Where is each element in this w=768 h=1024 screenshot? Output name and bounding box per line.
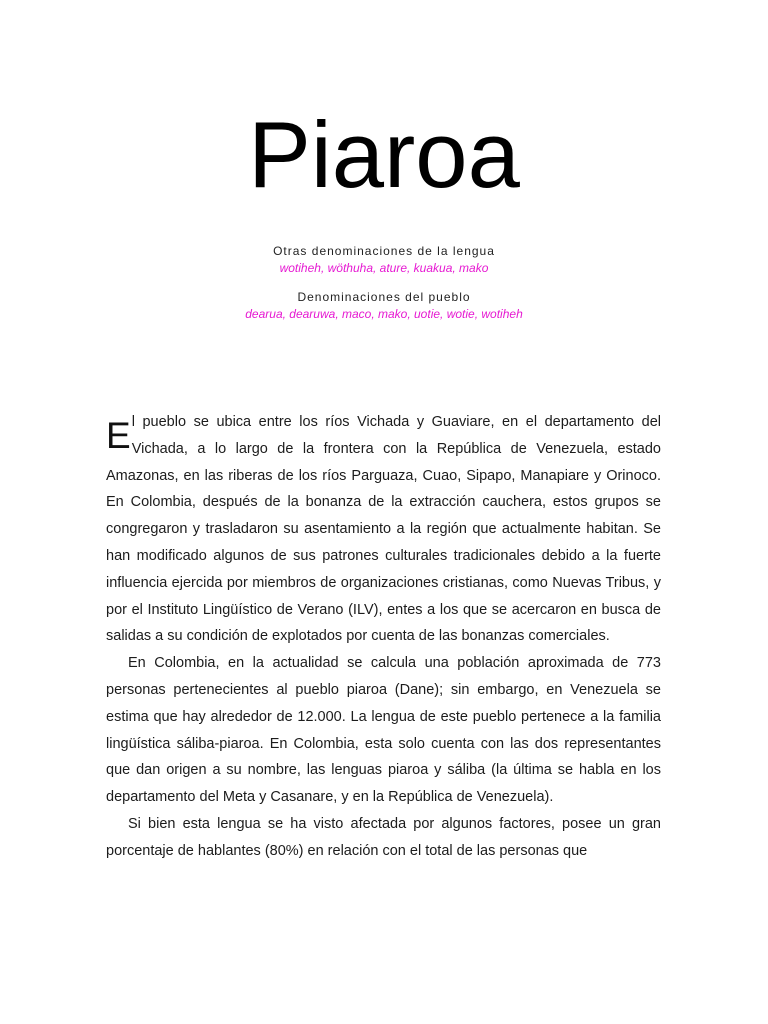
people-names-block xyxy=(0,289,768,323)
people-names-label: Denominaciones del pueblo xyxy=(297,290,471,304)
language-names-block xyxy=(0,243,768,277)
language-names-values: wotiheh, wöthuha, ature, kuakua, mako xyxy=(279,261,489,275)
language-names-label: Otras denominaciones de la lengua xyxy=(273,244,495,258)
drop-cap: E xyxy=(106,415,131,456)
paragraph-1 xyxy=(106,409,661,650)
body-text xyxy=(106,409,661,865)
people-names-values: dearua, dearuwa, maco, mako, uotie, wotie, wotiheh xyxy=(245,307,523,321)
paragraph-3: Si bien esta lengua se ha visto afectada por algunos factores, posee un gran porcentaje de hablantes (80%) en relación con el total de las personas que xyxy=(106,815,661,859)
page-title: Piaroa xyxy=(248,102,520,207)
paragraph-2: En Colombia, en la actualidad se calcula una población aproximada de 773 personas pertenecientes al pueblo piaroa (Dane); sin embargo, en Venezuela se estima que hay alrededor de 12.000. La lengua de este pueblo pertenece a la familia lingüística sáliba-piaroa. En Colombia, esta solo cuenta con las dos representantes que dan origen a su nombre, las lenguas piaroa y sáliba (la última se habla en los departamento del Meta y Casanare, y en la República de Venezuela). xyxy=(106,655,661,806)
paragraph-1-text: l pueblo se ubica entre los ríos Vichada y Guaviare, en el departamento del Vichada, a lo largo de la frontera con la República de Venezuela, estado Amazonas, en las riberas de los ríos Parguaza, Cuao, Sipapo, Manapiare y Orinoco. En Colombia, después de la bonanza de la extracción cauchera, estos grupos se congregaron y trasladaron su asentamiento a la región que actualmente habitan. Se han modificado algunos de sus patrones culturales tradicionales debido a la fuerte influencia ejercida por miembros de organizaciones cristianas, como Nuevas Tribus, y por el Instituto Lingüístico de Verano (ILV), entes a los que se acercaron en busca de salidas a su condición de explotados por cuenta de las bonanzas comerciales. xyxy=(106,414,661,645)
